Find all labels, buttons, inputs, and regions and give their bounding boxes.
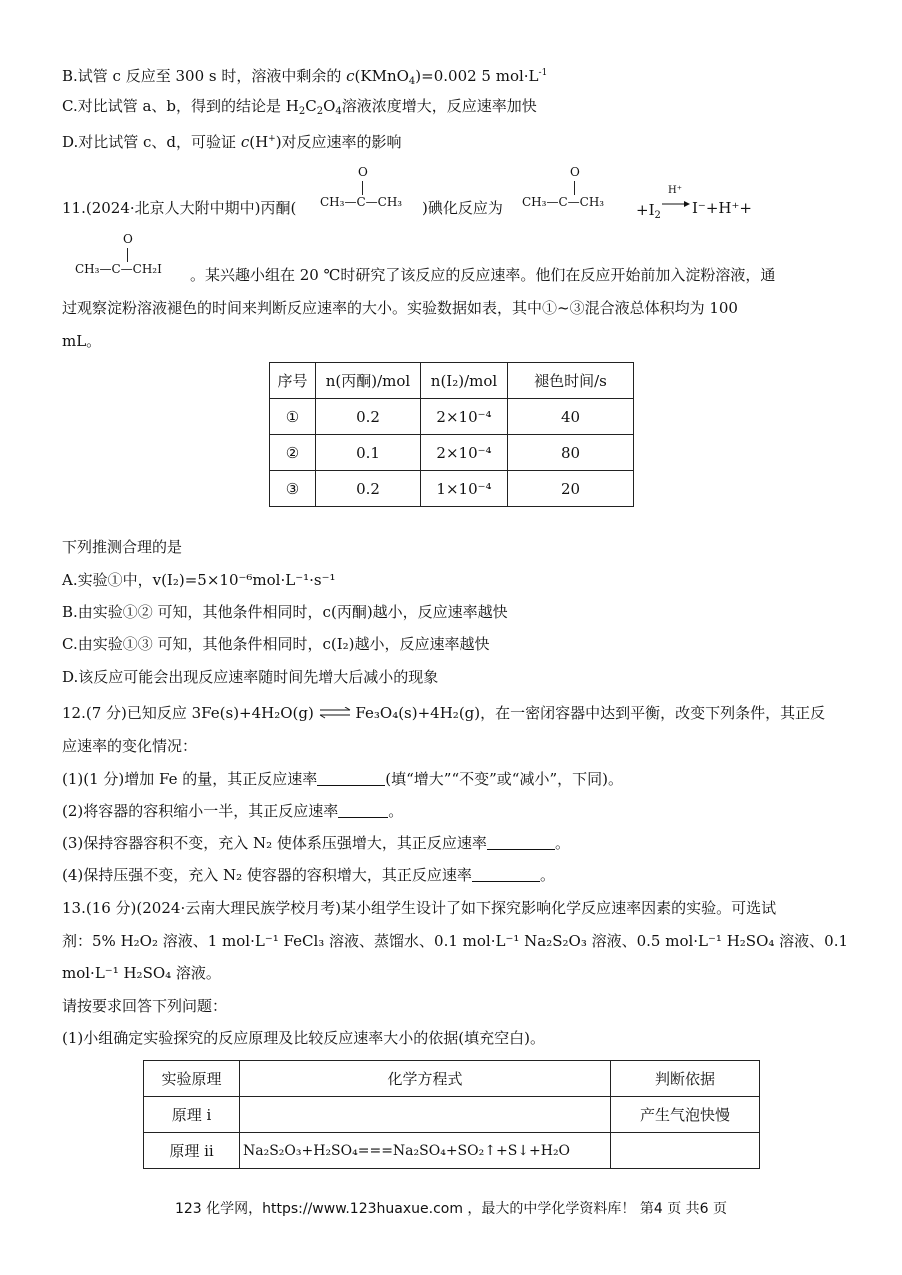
option-b-prev: B.试管 c 反应至 300 s 时，溶液中剩余的 c(KMnO$_4$)=0.002 5 $mol\cdot L^{-1}$ xyxy=(62,67,548,87)
q13-line1: 13.(16 分)(2024·云南大理民族学校月考)某小组学生设计了如下探究影响化学反应速率因素的实验。可选试 xyxy=(62,899,777,917)
table-header-row xyxy=(270,363,634,399)
q11-option-c: C.由实验①③ 可知，其他条件相同时，c(I₂)越小，反应速率越快 xyxy=(62,635,490,653)
q13-line2: 剂：5% H₂O₂ 溶液、1 mol·L⁻¹ FeCl₃ 溶液、蒸馏水、0.1 mol·L⁻¹ Na₂S₂O₃ 溶液、0.5 mol·L⁻¹ H₂SO₄ 溶液、0.1 xyxy=(62,932,849,950)
q13-line4: 请按要求回答下列问题： xyxy=(62,997,228,1015)
cell: 40 xyxy=(508,399,634,435)
q12-part2: (2)将容器的容积缩小一半，其正反应速率 。 xyxy=(62,802,404,820)
answer-blank[interactable] xyxy=(317,771,385,786)
cell: ① xyxy=(270,399,316,435)
answer-blank[interactable] xyxy=(338,803,388,818)
q11-option-a: A.实验①中，v(I₂)=5×10⁻⁶mol·L⁻¹·s⁻¹ xyxy=(62,571,336,589)
q12-line1: 12.(7 分)已知反应 3Fe(s)+4H₂O(g) Fe₃O₄(s)+4H₂(g)，在一密闭容器中达到平衡，改变下列条件，其正反 xyxy=(62,704,826,722)
col-header: 序号 xyxy=(270,363,316,399)
table-row xyxy=(144,1133,760,1169)
q11-prompt: 下列推测合理的是 xyxy=(62,538,183,556)
table-row xyxy=(270,471,634,507)
col-header: 判断依据 xyxy=(611,1061,760,1097)
q11-option-d: D.该反应可能会出现反应速率随时间先增大后减小的现象 xyxy=(62,668,439,686)
col-header: 化学方程式 xyxy=(240,1061,611,1097)
q11-line4: mL。 xyxy=(62,332,102,350)
cell: 20 xyxy=(508,471,634,507)
col-header: n(I₂)/mol xyxy=(421,363,508,399)
q13-principle-table xyxy=(143,1060,760,1169)
cell: 产生气泡快慢 xyxy=(611,1097,760,1133)
plus-i2: $+I_2$ xyxy=(636,201,661,221)
q11-head: 11.(2024·北京人大附中期中)丙酮( xyxy=(62,199,297,217)
cell: 80 xyxy=(508,435,634,471)
cell: 2×10⁻⁴ xyxy=(421,399,508,435)
cell: 0.2 xyxy=(316,471,421,507)
table-header-row xyxy=(144,1061,760,1097)
cell: 2×10⁻⁴ xyxy=(421,435,508,471)
cell: 1×10⁻⁴ xyxy=(421,471,508,507)
q11-line3: 过观察淀粉溶液褪色的时间来判断反应速率的大小。实验数据如表，其中①~③混合液总体积均为 100 xyxy=(62,299,738,317)
cell: 0.1 xyxy=(316,435,421,471)
col-header: 实验原理 xyxy=(144,1061,240,1097)
page-footer: 123 化学网，https://www.123huaxue.com ，最大的中学化学资料库！ 第4 页 共6 页 xyxy=(174,1201,728,1217)
q12-part3: (3)保持容器容积不变，充入 N₂ 使体系压强增大，其正反应速率 。 xyxy=(62,834,570,852)
q11-head2: )碘化反应为 xyxy=(422,199,503,217)
q11-data-table xyxy=(269,362,634,507)
q12-line2: 应速率的变化情况： xyxy=(62,737,198,755)
option-c-prev: C.对比试管 a、b，得到的结论是 $H_2C_2O_4$溶液浓度增大，反应速率加快 xyxy=(62,97,537,117)
col-header: n(丙酮)/mol xyxy=(316,363,421,399)
cell: 0.2 xyxy=(316,399,421,435)
q11-option-b: B.由实验①② 可知，其他条件相同时，c(丙酮)越小，反应速率越快 xyxy=(62,603,508,621)
q13-line5: (1)小组确定实验探究的反应原理及比较反应速率大小的依据(填充空白)。 xyxy=(62,1029,545,1047)
cell: 原理 ii xyxy=(144,1133,240,1169)
table-row xyxy=(270,399,634,435)
q11-products: I⁻+H⁺+ xyxy=(692,199,752,217)
cell[interactable] xyxy=(240,1097,611,1133)
q12-part4: (4)保持压强不变，充入 N₂ 使容器的容积增大，其正反应速率 。 xyxy=(62,866,555,884)
cell[interactable] xyxy=(611,1133,760,1169)
q12-part1: (1)(1 分)增加 Fe 的量，其正反应速率 (填“增大”“不变”或“减小”，下同)。 xyxy=(62,770,623,788)
cell: Na₂S₂O₃+H₂SO₄===Na₂SO₄+SO₂↑+S↓+H₂O xyxy=(240,1133,611,1169)
answer-blank[interactable] xyxy=(472,867,540,882)
option-d-prev: D.对比试管 c、d，可验证 c(H+)对反应速率的影响 xyxy=(62,133,402,151)
equilibrium-arrow-icon xyxy=(319,707,351,719)
cell: ③ xyxy=(270,471,316,507)
table-row xyxy=(144,1097,760,1133)
q11-line2: 。某兴趣小组在 20 ℃时研究了该反应的反应速率。他们在反应开始前加入淀粉溶液，通 xyxy=(190,266,776,284)
cell: ② xyxy=(270,435,316,471)
answer-blank[interactable] xyxy=(487,835,555,850)
table-row xyxy=(270,435,634,471)
q13-line3: mol·L⁻¹ H₂SO₄ 溶液。 xyxy=(62,964,221,982)
cell: 原理 i xyxy=(144,1097,240,1133)
col-header: 褪色时间/s xyxy=(508,363,634,399)
